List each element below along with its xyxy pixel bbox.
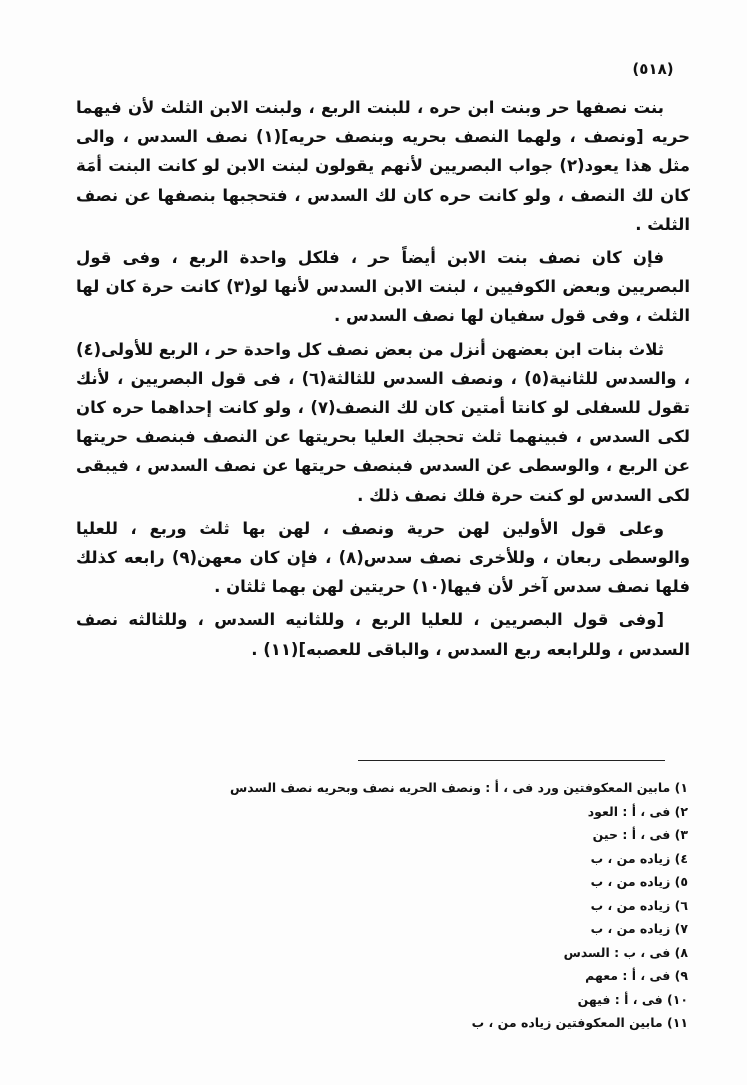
footnote: ١) مابين المعكوفتين ورد فى ، أ : ونصف الحريه نصف وبحريه نصف السدس	[230, 780, 688, 795]
footnote: ٤) زياده من ، ب	[590, 850, 688, 866]
footnote: ٨) فى ، ب : السدس	[563, 944, 688, 960]
footnote: ٢) فى ، أ : العود	[587, 803, 688, 819]
paragraph: بنت نصفها حر وبنت ابن حره ، للبنت الربع ، ولبنت الابن الثلث لأن فيهما حريه [ونصف ، ولهما النصف بحريه وبنصف حريه](١) نصف السدس ، والى مثل هذا يعود(٢) جواب البصريين لأنهم يقولون لبنت الابن لو كانت البنت أمَة كان لك النصف ، ولو كانت حره كان لك السدس ، فتحجبها بنصفها عن نصف الثلث .	[76, 98, 690, 234]
footnotes	[230, 776, 688, 1035]
paragraph: ثلاث بنات ابن بعضهن أنزل من بعض نصف كل واحدة حر ، الربع للأولى(٤) ، والسدس للثانية(٥) ، ونصف السدس للثالثة(٦) ، فى قول البصريين ، لأنك تقول للسفلى لو كانتا أمتين كان لك النصف(٧) ، ولو كانت إحداهما حره كان لكى السدس ، فبينهما ثلث تحجبك العليا بحريتها عن النصف فبنصف حريتها عن الربع ، والوسطى عن السدس فبنصف حريتها عن نصف السدس ، فيبقى لكى السدس لو كنت حرة فلك نصف ذلك .	[76, 339, 690, 505]
main-text	[76, 93, 690, 668]
footnote: ٥) زياده من ، ب	[590, 874, 688, 889]
footnote: ١٠) فى ، أ : فيهن	[577, 991, 688, 1007]
footnote: ٦) زياده من ، ب	[590, 897, 688, 913]
footnote: ٩) فى ، أ : معهم	[585, 968, 688, 983]
paragraph: [وفى قول البصريين ، للعليا الربع ، وللثانيه السدس ، وللثالثه نصف السدس ، وللرابعه ربع السدس ، والباقى للعصبه](١١) .	[76, 610, 690, 659]
footnote: ٣) فى ، أ : حين	[592, 827, 688, 842]
page-number: (٥١٨)	[632, 60, 674, 78]
footnote: ٧) زياده من ، ب	[590, 921, 688, 936]
footnote: ١١) مابين المعكوفتين زياده من ، ب	[471, 1015, 688, 1030]
paragraph: فإن كان نصف بنت الابن أيضاً حر ، فلكل واحدة الربع ، وفى قول البصريين وبعض الكوفيين ، لبنت الابن السدس لأنها لو(٣) كانت حرة كان لها الثلث ، وفى قول سفيان لها نصف السدس .	[76, 248, 690, 326]
footnote-separator	[358, 760, 665, 761]
paragraph: وعلى قول الأولين لهن حرية ونصف ، لهن بها ثلث وربع ، للعليا والوسطى ربعان ، وللأخرى نصف سدس(٨) ، فإن كان معهن(٩) رابعه كذلك فلها نصف سدس آخر لأن فيها(١٠) حريتين لهن بهما ثلثان .	[76, 518, 690, 597]
